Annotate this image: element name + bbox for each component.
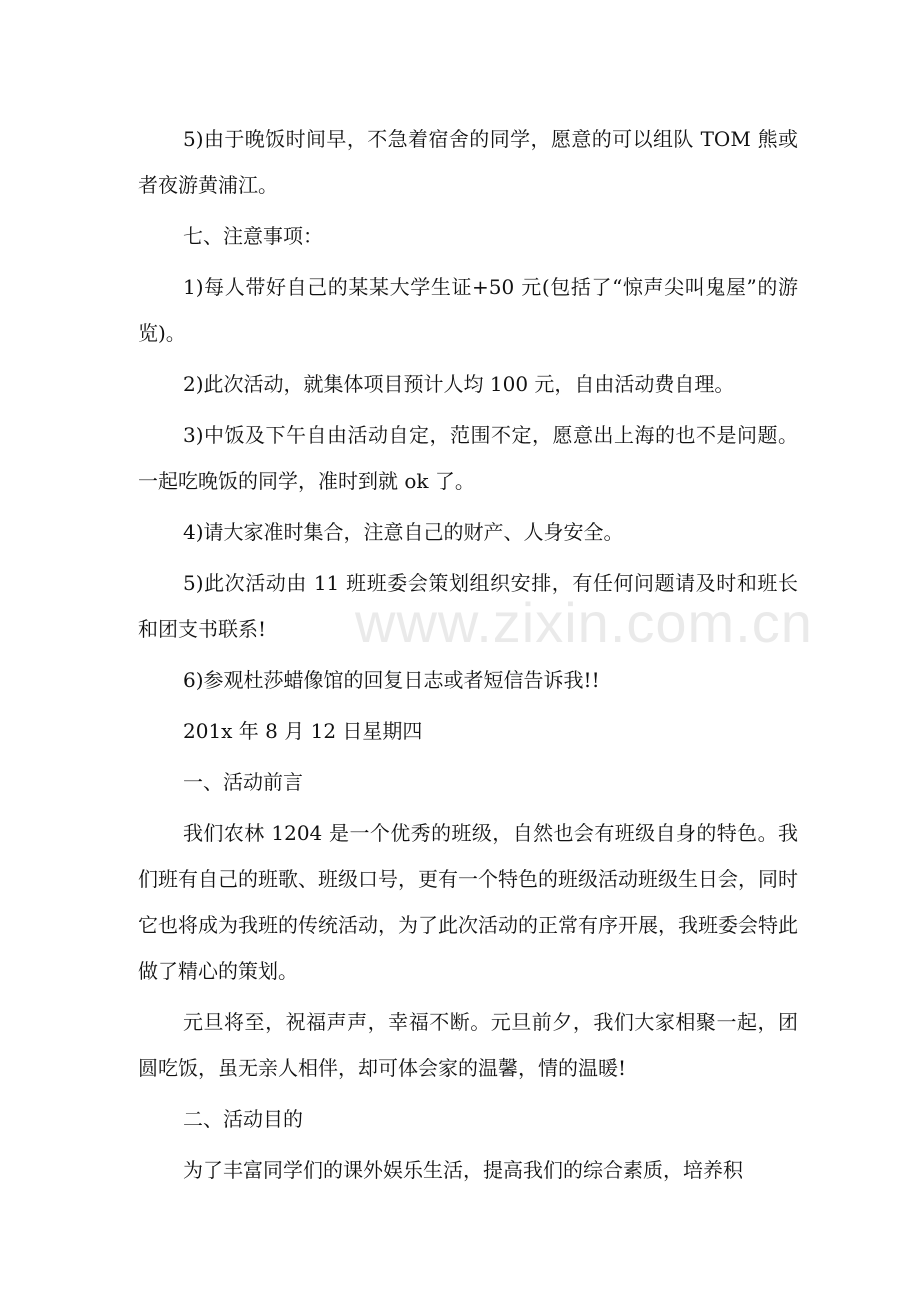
document-body <box>138 116 798 1193</box>
watermark: www.zixin.com.cn <box>355 591 813 654</box>
paragraph: 为了丰富同学们的课外娱乐生活，提高我们的综合素质，培养积 <box>183 1158 743 1182</box>
section-heading: 二、活动目的 <box>183 1107 303 1131</box>
paragraph: 1)每人带好自己的某某大学生证+50 元(包括了“惊声尖叫鬼屋”的游览)。 <box>138 275 798 345</box>
paragraph: 4)请大家准时集合，注意自己的财产、人身安全。 <box>183 520 624 544</box>
paragraph: 6)参观杜莎蜡像馆的回复日志或者短信告诉我!! <box>183 668 600 692</box>
paragraph: 我们农林 1204 是一个优秀的班级，自然也会有班级自身的特色。我们班有自己的班歌、班级口号，更有一个特色的班级活动班级生日会，同时它也将成为我班的传统活动，为了此次活动的正常有序开展，我班委会特此做了精心的策划。 <box>138 821 798 983</box>
paragraph: 5)由于晚饭时间早，不急着宿舍的同学，愿意的可以组队 TOM 熊或者夜游黄浦江。 <box>138 127 798 197</box>
paragraph: 3)中饭及下午自由活动自定，范围不定，愿意出上海的也不是问题。一起吃晚饭的同学，准时到就 ok 了。 <box>138 423 798 493</box>
section-heading: 一、活动前言 <box>183 770 303 794</box>
date-line: 201x 年 8 月 12 日星期四 <box>183 719 423 743</box>
paragraph: 5)此次活动由 11 班班委会策划组织安排，有任何问题请及时和班长和团支书联系! <box>138 571 798 641</box>
paragraph: 元旦将至，祝福声声，幸福不断。元旦前夕，我们大家相聚一起，团圆吃饭，虽无亲人相伴，却可体会家的温馨，情的温暖! <box>138 1010 798 1080</box>
section-heading: 七、注意事项： <box>183 224 323 248</box>
paragraph: 2)此次活动，就集体项目预计人均 100 元，自由活动费自理。 <box>183 372 735 396</box>
